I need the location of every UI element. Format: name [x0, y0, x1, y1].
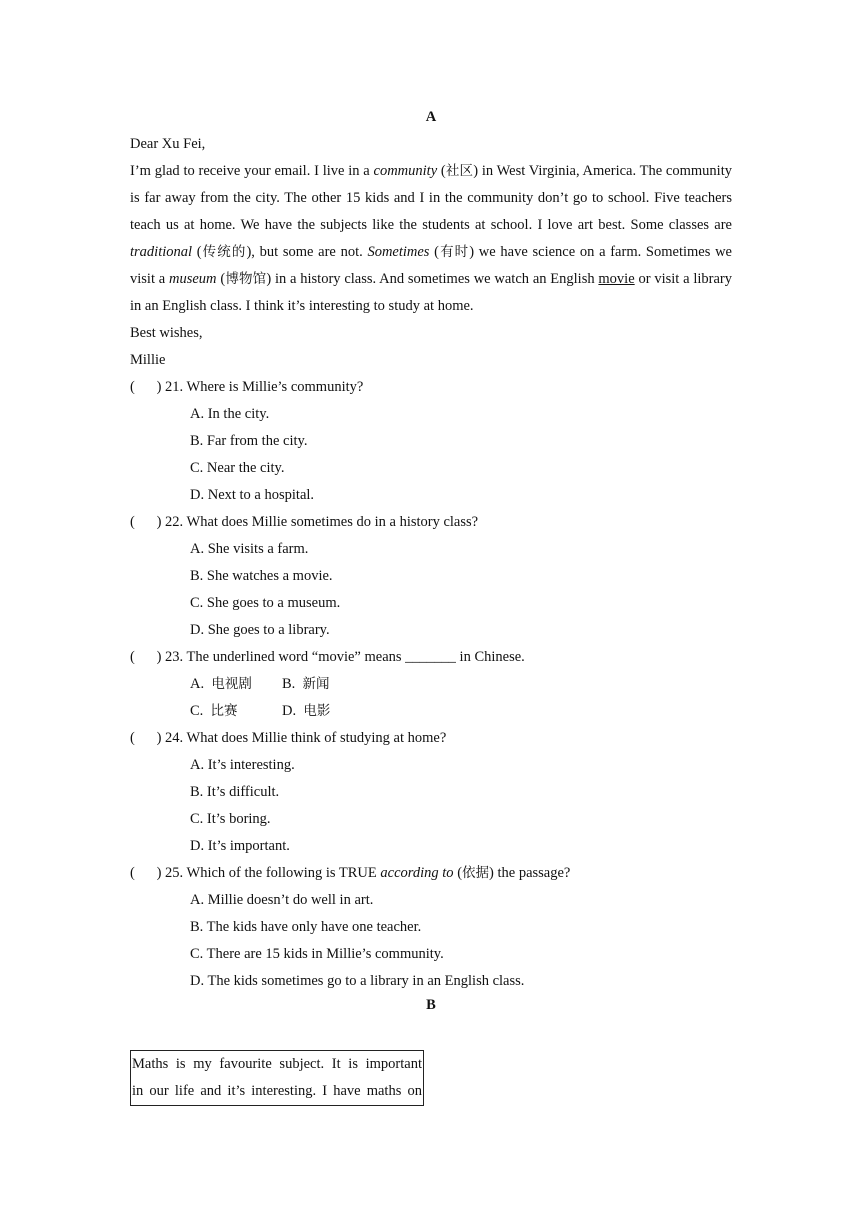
option-23-a-letter: A.	[190, 676, 205, 692]
option-24-b: B. It’s difficult.	[190, 784, 280, 800]
option-24-a: A. It’s interesting.	[190, 757, 295, 773]
option-25-a: A. Millie doesn’t do well in art.	[190, 892, 374, 908]
option-24-d: D. It’s important.	[190, 838, 290, 854]
passage-b-line: in our life and it’s interesting. I have maths on	[132, 1083, 422, 1099]
option-21-c: C. Near the city.	[190, 460, 285, 476]
question-25: ( ) 25. Which of the following is TRUE according to (依据) the passage?	[130, 865, 571, 881]
option-22-d: D. She goes to a library.	[190, 622, 330, 638]
option-23-c-text: 比赛	[210, 703, 238, 719]
option-21-d: D. Next to a hospital.	[190, 487, 315, 503]
option-25-d: D. The kids sometimes go to a library in an English class.	[190, 973, 525, 989]
option-row-23-cd	[130, 698, 732, 725]
letter-greeting: Dear Xu Fei,	[130, 136, 206, 152]
option-24-c: C. It’s boring.	[190, 811, 271, 827]
option-23-a-text: 电视剧	[211, 676, 252, 692]
section-a	[130, 104, 732, 995]
underlined-word-movie: movie	[598, 271, 635, 287]
option-23-b-text: 新闻	[302, 676, 330, 692]
option-23-d-text: 电影	[303, 703, 331, 719]
question-24: ( ) 24. What does Millie think of studying at home?	[130, 730, 447, 746]
letter-closing: Best wishes,	[130, 325, 203, 341]
option-25-b: B. The kids have only have one teacher.	[190, 919, 422, 935]
passage-b-box	[130, 1050, 424, 1106]
option-25-c: C. There are 15 kids in Millie’s community.	[190, 946, 444, 962]
option-21-a: A. In the city.	[190, 406, 270, 422]
passage-b-line: Maths is my favourite subject. It is important	[132, 1056, 422, 1072]
option-23-b-letter: B.	[282, 676, 296, 692]
option-row-23-ab	[130, 671, 732, 698]
option-22-b: B. She watches a movie.	[190, 568, 333, 584]
option-21-b: B. Far from the city.	[190, 433, 308, 449]
letter-body: I’m glad to receive your email. I live in a community (社区) in West Virginia, America. The community is far away from the city. The other 15 kids and I in the community don’t go to school. Five teachers teach us at home. We have the subjects like the students at school. I love art best. Some classes are traditional (传统的), but some are not. Sometimes (有时) we have science on a farm. Sometimes we visit a museum (博物馆) in a history class. And sometimes we watch an English movie or visit a library in an English class. I think it’s interesting to study at home.	[130, 163, 732, 314]
question-21: ( ) 21. Where is Millie’s community?	[130, 379, 364, 395]
option-23-d-letter: D.	[282, 703, 297, 719]
question-23: ( ) 23. The underlined word “movie” means _______ in Chinese.	[130, 649, 525, 665]
letter-signature: Millie	[130, 352, 166, 368]
question-22: ( ) 22. What does Millie sometimes do in a history class?	[130, 514, 479, 530]
section-b-title: B	[426, 997, 436, 1013]
section-a-title: A	[425, 109, 437, 125]
option-22-a: A. She visits a farm.	[190, 541, 309, 557]
option-23-c-letter: C.	[190, 703, 204, 719]
option-22-c: C. She goes to a museum.	[190, 595, 341, 611]
